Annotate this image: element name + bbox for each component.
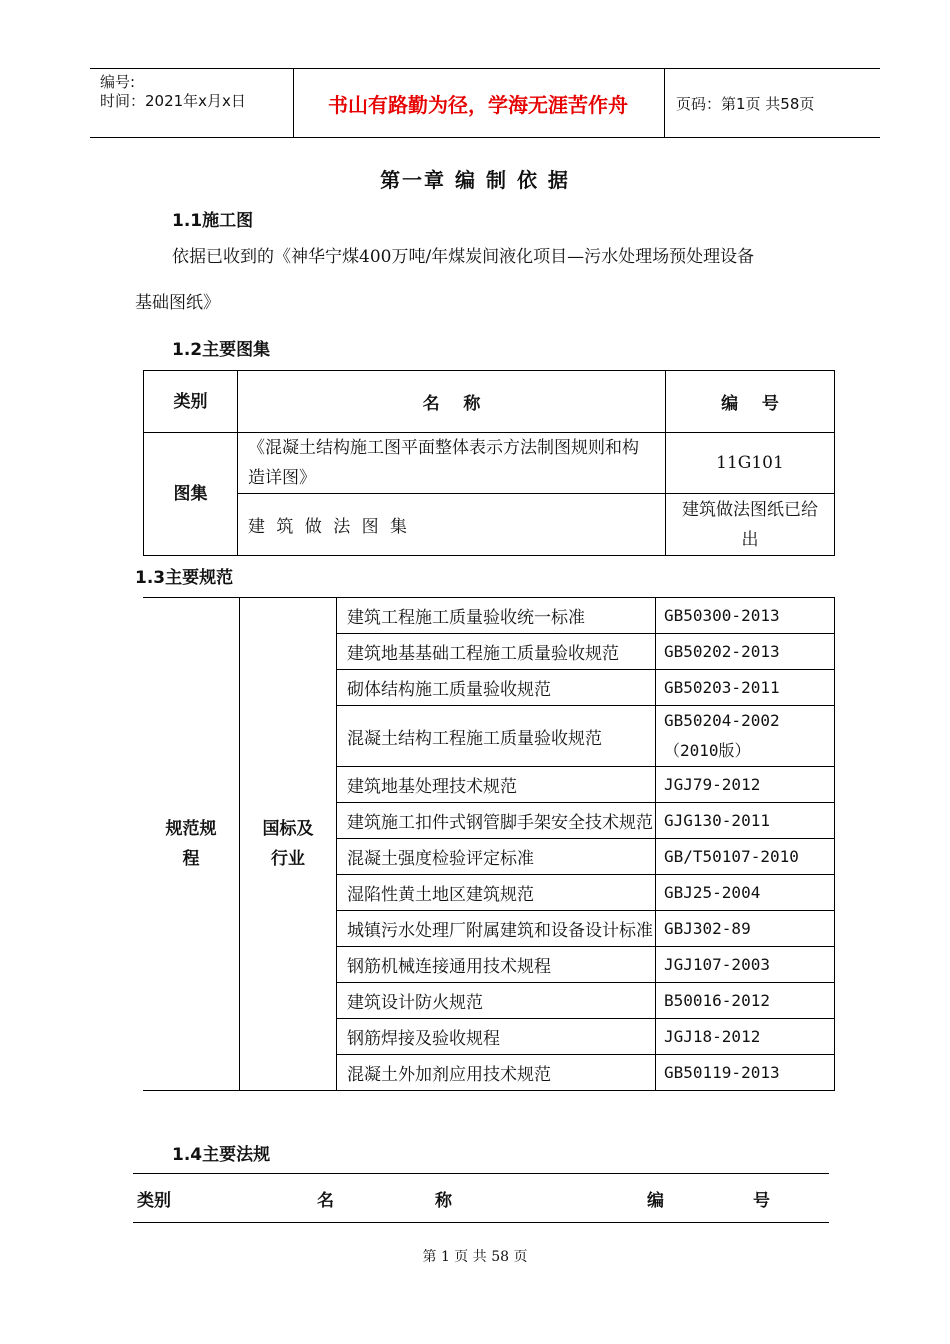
header-page-label: 页码：第1页 共58页: [676, 95, 815, 113]
standard-code: GB50119-2013: [656, 1055, 835, 1091]
standard-name: 混凝土结构工程施工质量验收规范: [337, 706, 656, 767]
standard-code: GBJ25-2004: [656, 875, 835, 911]
atlas-name: 建 筑 做 法 图 集: [238, 494, 666, 556]
atlas-name: 《混凝土结构施工图平面整体表示方法制图规则和构造详图》: [238, 433, 666, 494]
standard-code: B50016-2012: [656, 983, 835, 1019]
category-national-industry: 国标及行业: [240, 598, 337, 1091]
standard-name: 钢筋机械连接通用技术规程: [337, 947, 656, 983]
standard-name: 湿陷性黄土地区建筑规范: [337, 875, 656, 911]
paragraph-line: 依据已收到的《神华宁煤400万吨/年煤炭间液化项目—污水处理场预处理设备: [172, 247, 755, 267]
header-code: 编 号: [666, 371, 835, 433]
standard-code: GB50204-2002（2010版）: [656, 706, 835, 767]
atlas-code: 11G101: [666, 433, 835, 494]
section-title-1-1: 1.1施工图: [172, 211, 254, 231]
section-title-1-4: 1.4主要法规: [172, 1145, 271, 1165]
standard-name: 砌体结构施工质量验收规范: [337, 670, 656, 706]
doc-time-label: 时间：2021年x月x日: [100, 92, 246, 110]
page-header: [90, 68, 880, 138]
paragraph-line: 基础图纸》: [135, 293, 220, 313]
standard-code: GBJ302-89: [656, 911, 835, 947]
standard-name: 混凝土强度检验评定标准: [337, 839, 656, 875]
standard-code: GB50202-2013: [656, 634, 835, 670]
header-motto: 书山有路勤为径，学海无涯苦作舟: [328, 93, 628, 117]
header-name-part1: 名: [317, 1190, 334, 1211]
doc-number-label: 编号:: [100, 73, 136, 91]
standard-code: JGJ79-2012: [656, 767, 835, 803]
page-footer: 第 1 页 共 58 页: [422, 1249, 528, 1265]
table-header-row: [133, 1174, 829, 1223]
standard-code: GB50203-2011: [656, 670, 835, 706]
regulations-table-header: [133, 1173, 829, 1223]
header-code-part1: 编: [647, 1190, 664, 1211]
standard-code: GB/T50107-2010: [656, 839, 835, 875]
header-meta: [100, 73, 246, 111]
standard-code: GJG130-2011: [656, 803, 835, 839]
header-code-part2: 号: [753, 1190, 770, 1211]
header-category: 类别: [144, 371, 238, 433]
table-row: [144, 494, 835, 556]
standard-name: 建筑地基基础工程施工质量验收规范: [337, 634, 656, 670]
standard-code: JGJ18-2012: [656, 1019, 835, 1055]
atlas-table: [143, 370, 835, 556]
standard-name: 城镇污水处理厂附属建筑和设备设计标准: [337, 911, 656, 947]
header-divider: [664, 69, 665, 137]
header-category: 类别: [137, 1190, 171, 1211]
header-name-part2: 称: [435, 1190, 452, 1211]
standard-name: 钢筋焊接及验收规程: [337, 1019, 656, 1055]
table-header-row: [144, 371, 835, 433]
chapter-title: 第一章 编 制 依 据: [380, 168, 570, 192]
table-row: [144, 433, 835, 494]
standard-code: JGJ107-2003: [656, 947, 835, 983]
standard-name: 建筑工程施工质量验收统一标准: [337, 598, 656, 634]
header-name: 名 称: [238, 371, 666, 433]
category-cell: 图集: [144, 433, 238, 556]
standard-name: 混凝土外加剂应用技术规范: [337, 1055, 656, 1091]
section-title-1-2: 1.2主要图集: [172, 340, 271, 360]
atlas-code: 建筑做法图纸已给出: [666, 494, 835, 556]
standard-code: GB50300-2013: [656, 598, 835, 634]
section-title-1-3: 1.3主要规范: [135, 568, 234, 588]
standard-name: 建筑地基处理技术规范: [337, 767, 656, 803]
table-row: [143, 598, 835, 634]
category-standards: 规范规程: [143, 598, 240, 1091]
standard-name: 建筑设计防火规范: [337, 983, 656, 1019]
standard-name: 建筑施工扣件式钢管脚手架安全技术规范: [337, 803, 656, 839]
standards-table: [143, 597, 835, 1091]
